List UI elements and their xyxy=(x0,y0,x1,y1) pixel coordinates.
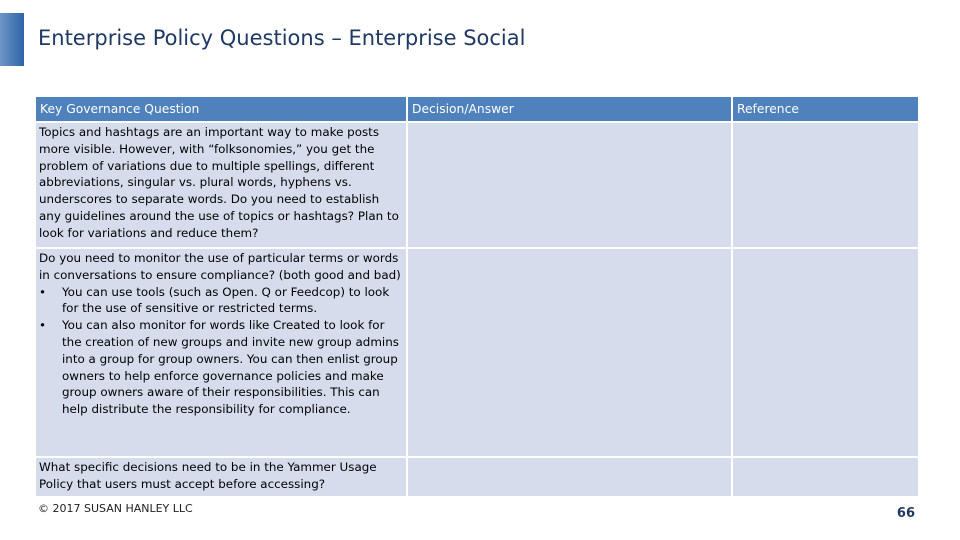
table-row xyxy=(36,249,918,456)
table-row xyxy=(36,123,918,247)
slide-title: Enterprise Policy Questions – Enterprise Social xyxy=(38,26,526,50)
reference-cell[interactable] xyxy=(733,458,918,496)
list-item xyxy=(39,317,403,418)
header-reference: Reference xyxy=(733,97,918,121)
title-accent-bar xyxy=(0,13,24,66)
decision-cell[interactable] xyxy=(408,458,731,496)
question-cell: What specific decisions need to be in the Yammer Usage Policy that users must accept before accessing? xyxy=(36,458,406,496)
reference-cell[interactable] xyxy=(733,123,918,247)
question-cell xyxy=(36,249,406,456)
header-key-governance-question: Key Governance Question xyxy=(36,97,406,121)
reference-cell[interactable] xyxy=(733,249,918,456)
page-number: 66 xyxy=(896,506,915,521)
governance-table xyxy=(34,95,920,498)
bullet-text: You can also monitor for words like Created to look for the creation of new groups and invite new group admins into a group for group owners. You can then enlist group owners to help enforce governance policies and make group owners aware of their responsibilities. This can help distribute the responsibility for compliance. xyxy=(62,318,399,417)
question-cell: Topics and hashtags are an important way to make posts more visible. However, with “folksonomies,” you get the problem of variations due to multiple spellings, different abbreviations, singular vs. plural words, hyphens vs. underscores to separate words. Do you need to establish any guidelines around the use of topics or hashtags? Plan to look for variations and reduce them? xyxy=(36,123,406,247)
decision-cell[interactable] xyxy=(408,123,731,247)
bullet-text: You can use tools (such as Open. Q or Feedcop) to look for the use of sensitive or restricted terms. xyxy=(62,284,390,316)
decision-cell[interactable] xyxy=(408,249,731,456)
list-item xyxy=(39,284,403,318)
bullet-glyph: • xyxy=(39,318,47,333)
copyright-footer: © 2017 SUSAN HANLEY LLC xyxy=(38,502,193,515)
table-row xyxy=(36,458,918,496)
bullet-glyph: • xyxy=(39,284,47,299)
question-text: Do you need to monitor the use of particular terms or words in conversations to ensure compliance? (both good and bad) xyxy=(39,251,401,282)
header-decision-answer: Decision/Answer xyxy=(408,97,731,121)
bullet-list xyxy=(39,284,403,418)
table-header-row xyxy=(36,97,918,121)
